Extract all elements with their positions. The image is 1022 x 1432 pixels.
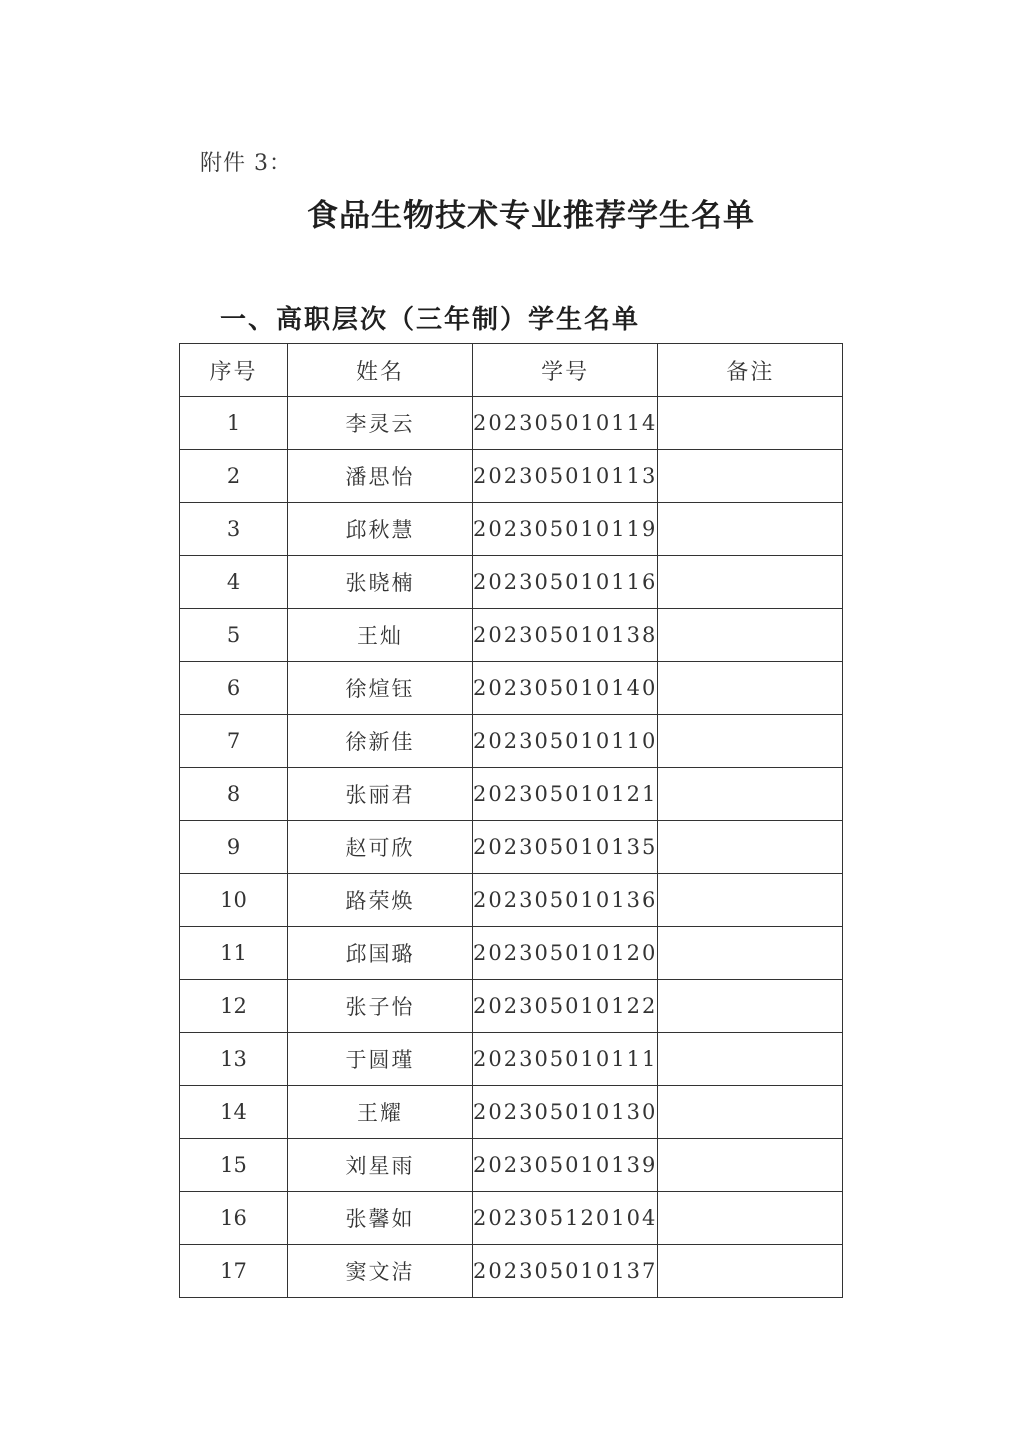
table-row	[180, 768, 843, 821]
student-id: 202305010114	[473, 397, 658, 450]
student-id: 202305010137	[473, 1245, 658, 1298]
remark-cell	[658, 1139, 843, 1192]
remark-cell	[658, 397, 843, 450]
remark-cell	[658, 503, 843, 556]
row-number: 2	[180, 450, 288, 503]
student-name: 李灵云	[288, 397, 473, 450]
table-row	[180, 1086, 843, 1139]
student-name: 于圆瑾	[288, 1033, 473, 1086]
student-id: 202305010121	[473, 768, 658, 821]
student-id: 202305010136	[473, 874, 658, 927]
document-title: 食品生物技术专业推荐学生名单	[307, 198, 755, 234]
remark-cell	[658, 1192, 843, 1245]
student-name: 路荣焕	[288, 874, 473, 927]
table-row	[180, 609, 843, 662]
row-number: 5	[180, 609, 288, 662]
student-id: 202305120104	[473, 1192, 658, 1245]
table-row	[180, 1139, 843, 1192]
table-row	[180, 1192, 843, 1245]
attachment-label: 附件 3：	[200, 151, 292, 176]
remark-cell	[658, 1245, 843, 1298]
student-id: 202305010138	[473, 609, 658, 662]
header-student-id: 学号	[473, 344, 658, 397]
remark-cell	[658, 1033, 843, 1086]
table-row	[180, 1245, 843, 1298]
row-number: 1	[180, 397, 288, 450]
remark-cell	[658, 768, 843, 821]
student-name: 赵可欣	[288, 821, 473, 874]
student-name: 徐煊钰	[288, 662, 473, 715]
header-remark: 备注	[658, 344, 843, 397]
remark-cell	[658, 980, 843, 1033]
row-number: 17	[180, 1245, 288, 1298]
remark-cell	[658, 609, 843, 662]
section-heading: 一、高职层次（三年制）学生名单	[220, 305, 641, 335]
table-header-row	[180, 344, 843, 397]
row-number: 7	[180, 715, 288, 768]
table-row	[180, 397, 843, 450]
student-name: 张馨如	[288, 1192, 473, 1245]
student-name: 邱秋慧	[288, 503, 473, 556]
row-number: 11	[180, 927, 288, 980]
row-number: 10	[180, 874, 288, 927]
table-row	[180, 980, 843, 1033]
student-name: 刘星雨	[288, 1139, 473, 1192]
table-row	[180, 503, 843, 556]
header-name: 姓名	[288, 344, 473, 397]
row-number: 3	[180, 503, 288, 556]
student-id: 202305010116	[473, 556, 658, 609]
remark-cell	[658, 450, 843, 503]
table-row	[180, 556, 843, 609]
remark-cell	[658, 874, 843, 927]
student-name: 潘思怡	[288, 450, 473, 503]
row-number: 16	[180, 1192, 288, 1245]
remark-cell	[658, 1086, 843, 1139]
student-id: 202305010110	[473, 715, 658, 768]
table-row	[180, 450, 843, 503]
student-name: 张子怡	[288, 980, 473, 1033]
header-number: 序号	[180, 344, 288, 397]
student-id: 202305010113	[473, 450, 658, 503]
row-number: 4	[180, 556, 288, 609]
student-id: 202305010140	[473, 662, 658, 715]
remark-cell	[658, 556, 843, 609]
row-number: 9	[180, 821, 288, 874]
student-name: 王耀	[288, 1086, 473, 1139]
remark-cell	[658, 662, 843, 715]
row-number: 15	[180, 1139, 288, 1192]
table-row	[180, 715, 843, 768]
student-name: 张晓楠	[288, 556, 473, 609]
student-id: 202305010120	[473, 927, 658, 980]
student-id: 202305010139	[473, 1139, 658, 1192]
row-number: 12	[180, 980, 288, 1033]
row-number: 14	[180, 1086, 288, 1139]
student-name: 邱国璐	[288, 927, 473, 980]
row-number: 13	[180, 1033, 288, 1086]
student-name: 窦文洁	[288, 1245, 473, 1298]
student-id: 202305010111	[473, 1033, 658, 1086]
row-number: 6	[180, 662, 288, 715]
table-row	[180, 927, 843, 980]
table-row	[180, 662, 843, 715]
student-id: 202305010135	[473, 821, 658, 874]
student-id: 202305010122	[473, 980, 658, 1033]
student-name: 徐新佳	[288, 715, 473, 768]
student-id: 202305010130	[473, 1086, 658, 1139]
student-name: 王灿	[288, 609, 473, 662]
remark-cell	[658, 715, 843, 768]
remark-cell	[658, 927, 843, 980]
table-row	[180, 821, 843, 874]
student-name: 张丽君	[288, 768, 473, 821]
remark-cell	[658, 821, 843, 874]
table-row	[180, 1033, 843, 1086]
row-number: 8	[180, 768, 288, 821]
student-table	[179, 343, 843, 1298]
student-id: 202305010119	[473, 503, 658, 556]
table-row	[180, 874, 843, 927]
